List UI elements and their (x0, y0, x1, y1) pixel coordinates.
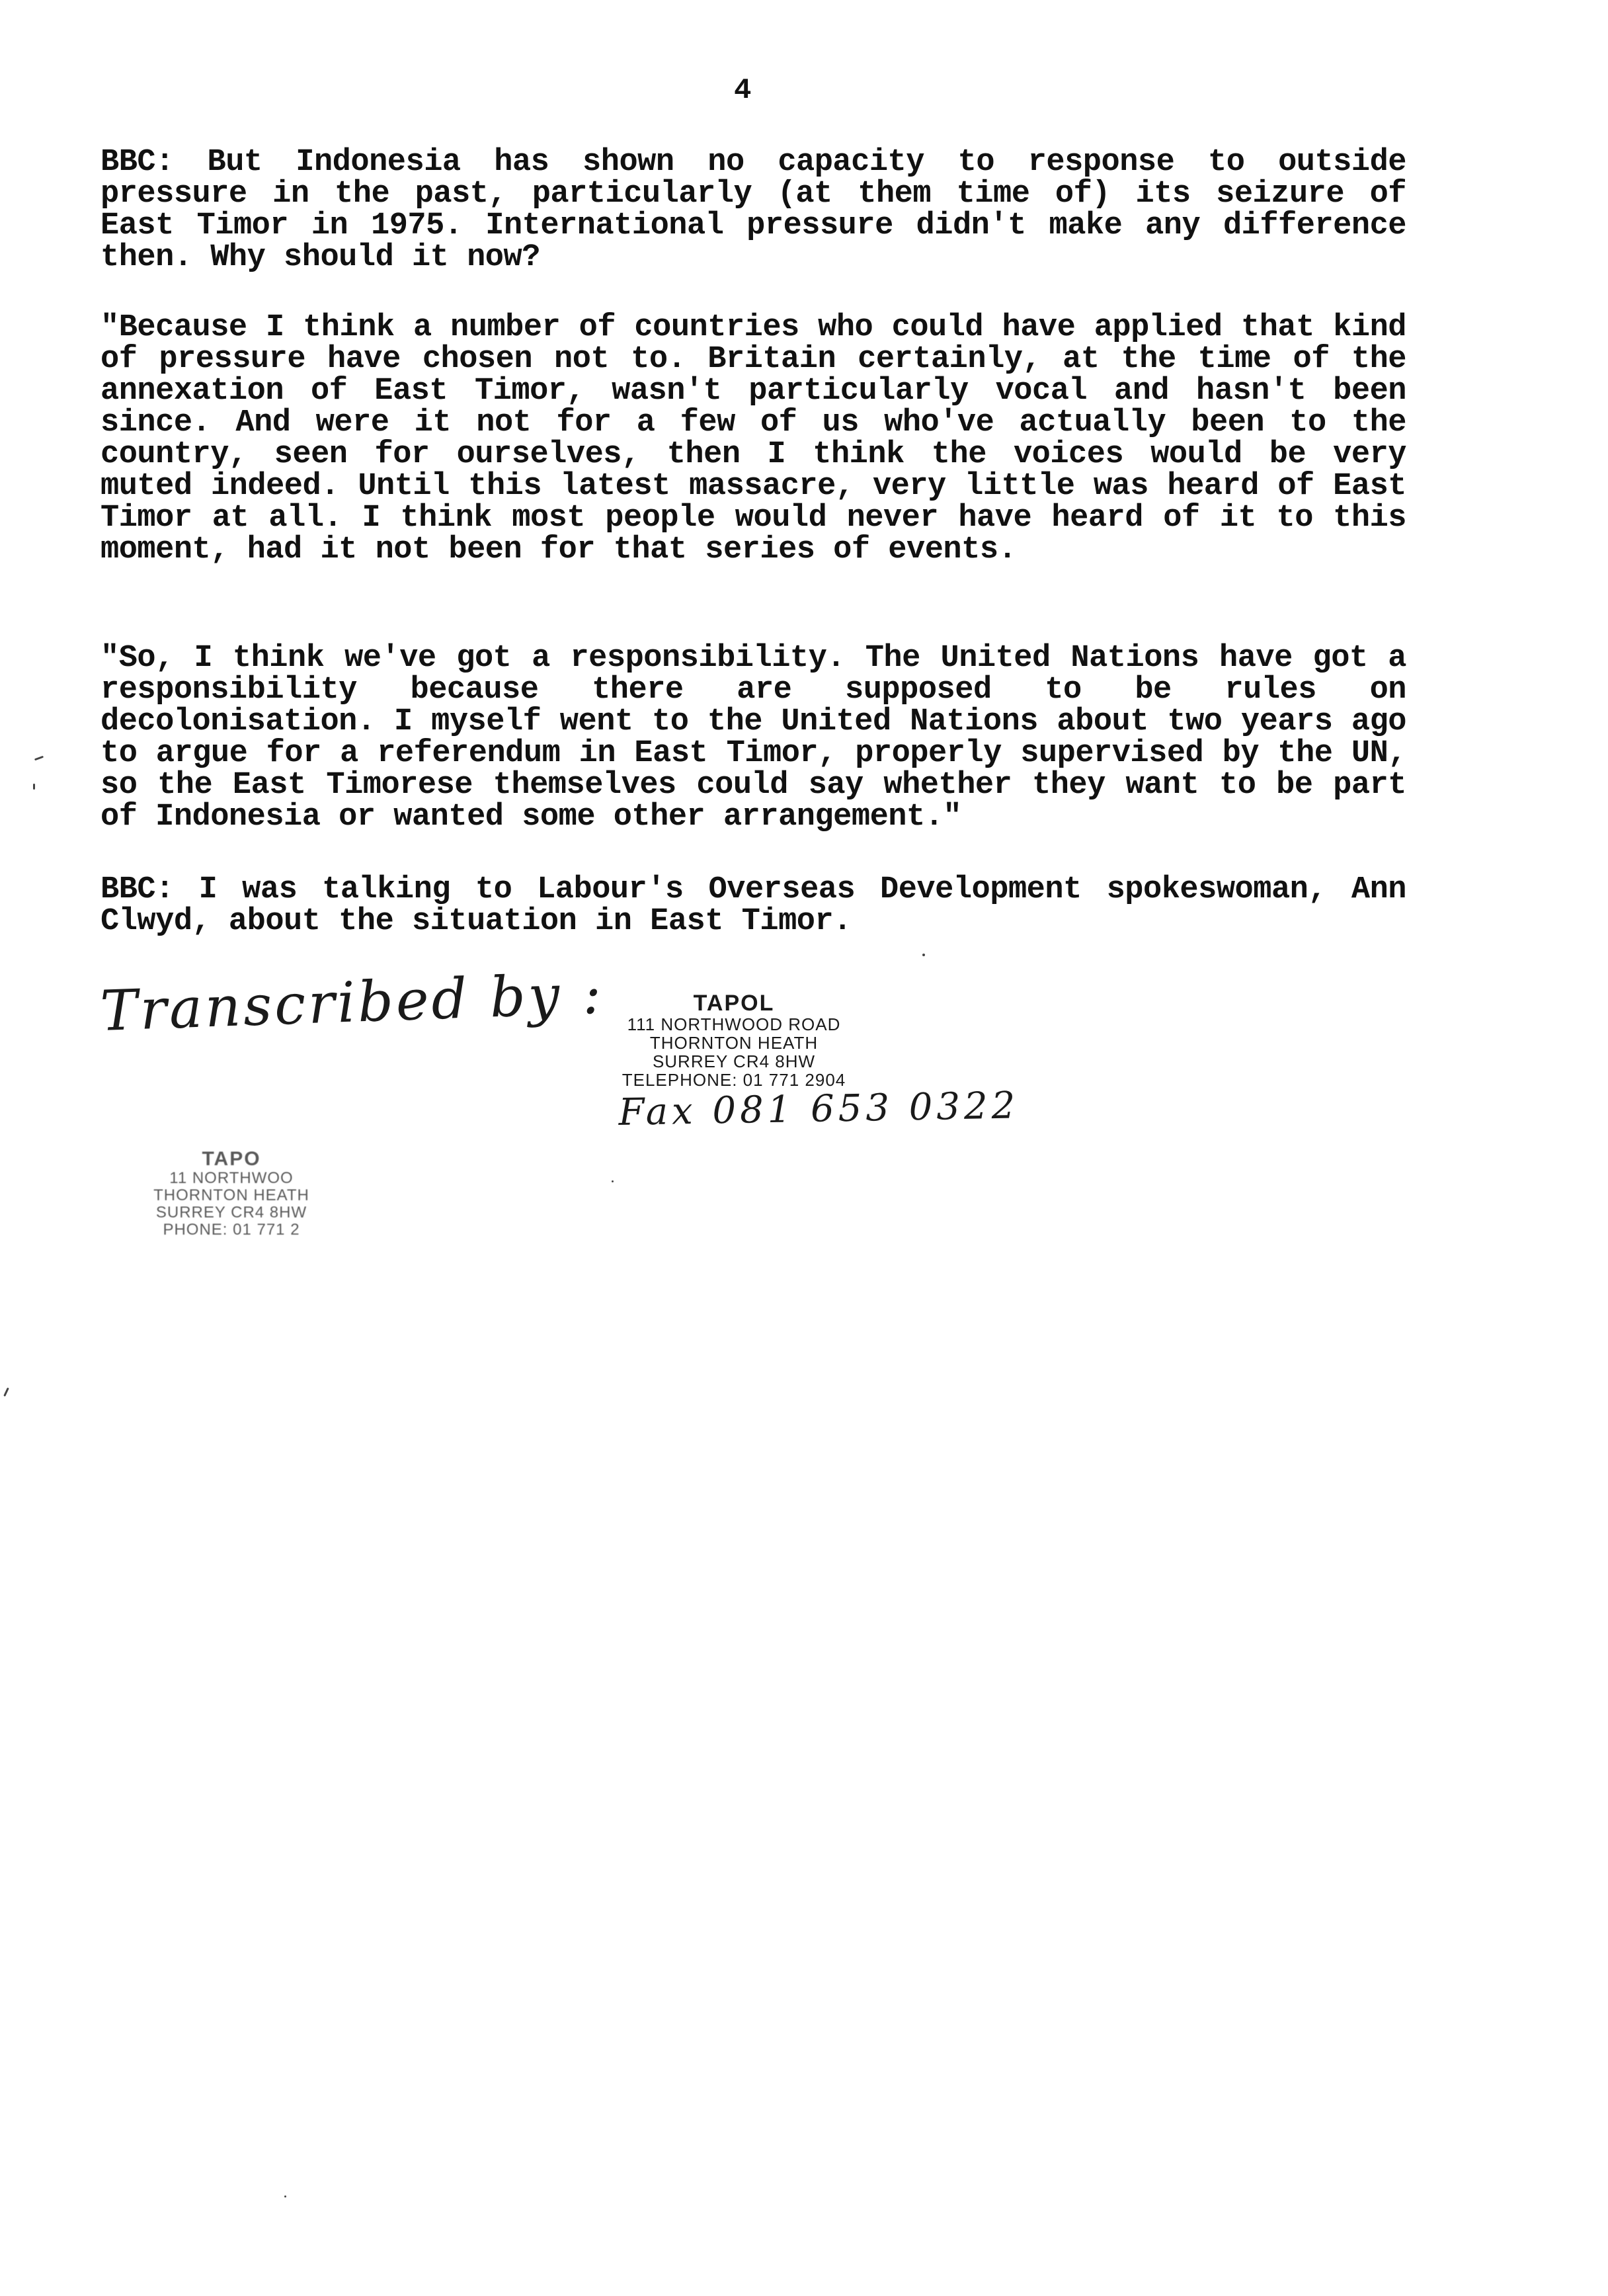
stamp-title: TAPO (202, 1148, 261, 1170)
paragraph-answer-2: "So, I think we've got a responsibility. The United Nations have got a responsibility because there are supposed to be rules on decolonisation. I myself went to the United Nations about two years ago to argue for a referendum in East Timor, properly supervised by the UN, so the East Timorese themselves could say whether they want to be part of Indonesia or wanted some other arrangement." (100, 641, 1406, 835)
page-number: 4 (734, 74, 752, 107)
stamp-title: TAPOL (693, 991, 775, 1016)
stamp-telephone-line: PHONE: 01 771 2 (163, 1221, 300, 1239)
stamp-address-line: 111 NORTHWOOD ROAD (627, 1014, 841, 1034)
tapol-address-stamp (588, 992, 879, 1088)
handwritten-fax-number: Fax 081 653 0322 (618, 1084, 1020, 1134)
stamp-telephone-line: TELEPHONE: 01 771 2904 (622, 1070, 846, 1090)
stamp-address-line: SURREY CR4 8HW (652, 1051, 816, 1071)
stamp-address-line: THORNTON HEATH (153, 1186, 309, 1204)
tapol-address-stamp-faded (93, 1149, 370, 1238)
handwritten-transcribed-by: Transcribed by : (99, 961, 605, 1044)
scan-speck (3, 1387, 9, 1397)
stamp-address-line: THORNTON HEATH (649, 1033, 819, 1053)
stamp-address-line: SURREY CR4 8HW (155, 1204, 307, 1221)
scan-speck (612, 1180, 614, 1182)
scan-speck (34, 756, 44, 761)
paragraph-answer-1: "Because I think a number of countries who could have applied that kind of pressure have chosen not to. Britain certainly, at the time of the annexation of East Timor, wasn't particularly vocal and hasn't been since. And were it not for a few of us who've actually been to the country, seen for ourselves, then I think the voices would be very muted indeed. Until this latest massacre, very little was heard of East Timor at all. I think most people would never have heard of it to this moment, had it not been for that series of events. (100, 310, 1406, 567)
paragraph-bbc-question: BBC: But Indonesia has shown no capacity to response to outside pressure in the past, particularly (at them time of) its seizure of East Timor in 1975. International pressure didn't make any difference then. Why should it now? (100, 145, 1406, 275)
stamp-address-line: 11 NORTHWOO (169, 1169, 294, 1187)
scan-speck (284, 2195, 286, 2197)
scan-speck (33, 784, 35, 790)
scan-speck (922, 954, 925, 956)
paragraph-bbc-closing: BBC: I was talking to Labour's Overseas Development spokeswoman, Ann Clwyd, about the situation in East Timor. (100, 872, 1406, 939)
